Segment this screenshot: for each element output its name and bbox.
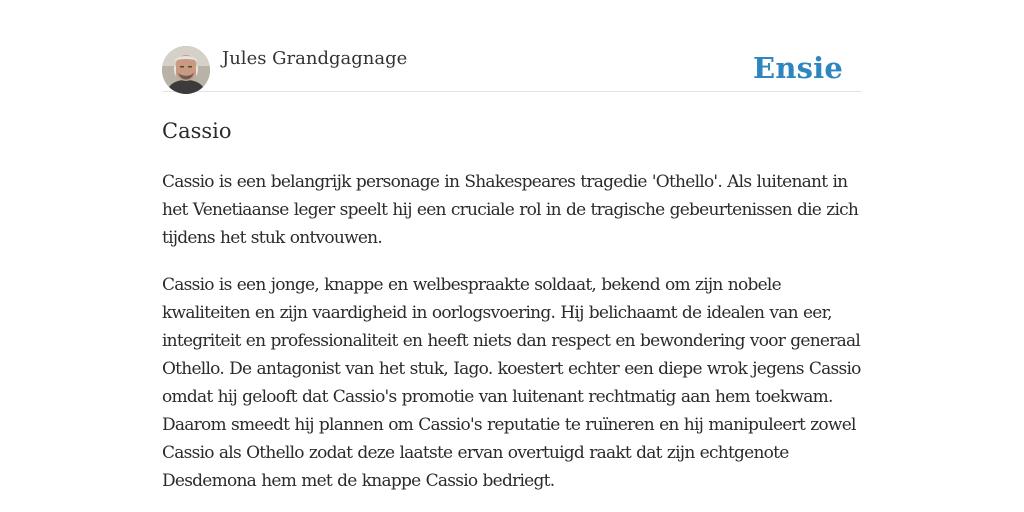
article-paragraph: Cassio is een jonge, knappe en welbespraakte soldaat, bekend om zijn nobele kwaliteiten en zijn vaardigheid in oorlogsvoering. Hij belichaamt de idealen van eer, integriteit en professionaliteit en heeft niets dan respect en bewondering voor generaal Othello. De antagonist van het stuk, Iago. koestert echter een diepe wrok jegens Cassio omdat hij gelooft dat Cassio's promotie van luitenant rechtmatig aan hem toekwam. Daarom smeedt hij plannen om Cassio's reputatie te ruïneren en hij manipuleert zowel Cassio als Othello zodat deze laatste ervan overtuigd raakt dat zijn echtgenote Desdemona hem met de knappe Cassio bedriegt. (162, 275, 861, 491)
article-header (162, 44, 862, 92)
article-paragraph: Cassio is een belangrijk personage in Shakespeares tragedie 'Othello'. Als luitenant in het Venetiaanse leger speelt hij een cruciale rol in de tragische gebeurtenissen die zich tijdens het stuk ontvouwen. (162, 172, 859, 248)
ensie-logo[interactable]: Ensie (753, 51, 843, 85)
article-title: Cassio (162, 119, 232, 143)
article-body (162, 168, 864, 512)
author-avatar[interactable] (162, 46, 210, 94)
author-name[interactable]: Jules Grandgagnage (222, 48, 408, 69)
avatar-portrait-icon (162, 46, 210, 94)
